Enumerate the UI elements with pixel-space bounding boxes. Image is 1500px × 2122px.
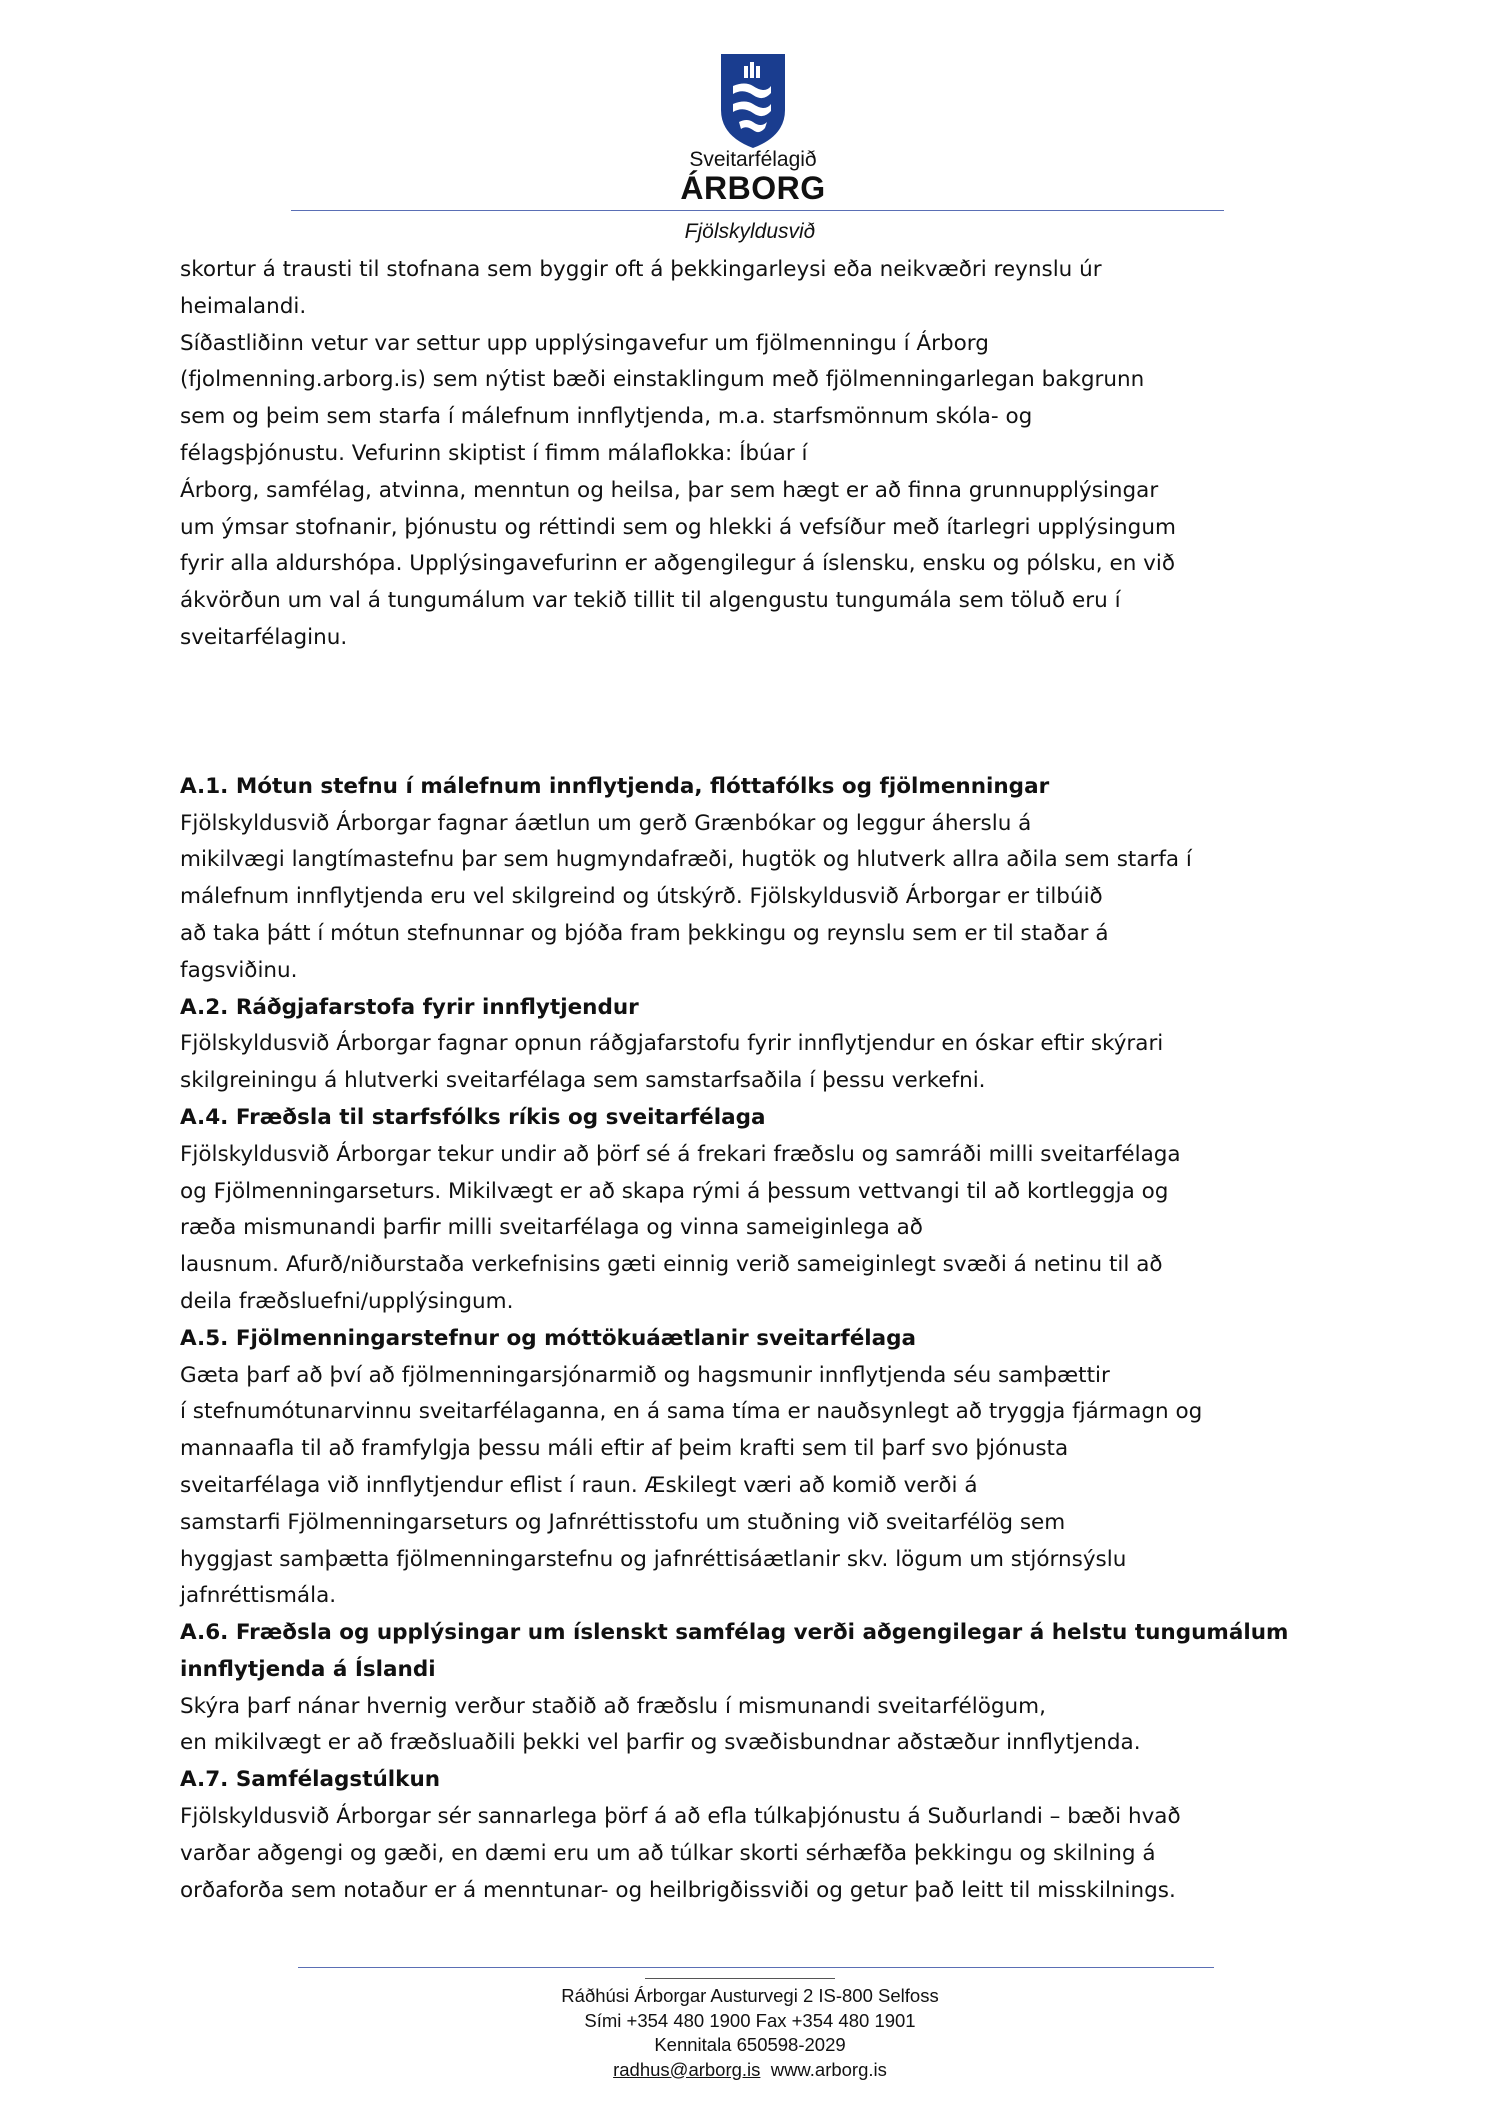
body-line: hyggjast samþætta fjölmenningarstefnu og jafnréttisáætlanir skv. lögum um stjórnsýslu: [180, 1546, 1127, 1572]
document-body: [180, 252, 1340, 1909]
body-line: mikilvægi langtímastefnu þar sem hugmyndafræði, hugtök og hlutverk allra aðila sem starfa í: [180, 847, 1192, 873]
body-line: fagsviðinu.: [180, 957, 298, 983]
body-line: sem og þeim sem starfa í málefnum innflytjenda, m.a. starfsmönnum skóla- og: [180, 404, 1033, 430]
body-line: skortur á trausti til stofnana sem byggir oft á þekkingarleysi eða neikvæðri reynslu úr: [180, 257, 1102, 282]
section-heading-a6-cont: innflytjenda á Íslandi: [180, 1656, 436, 1682]
body-line: sveitarfélaginu.: [180, 624, 348, 650]
body-line: heimalandi.: [180, 293, 307, 319]
body-line: málefnum innflytjenda eru vel skilgreind og útskýrð. Fjölskyldusvið Árborgar er tilbúið: [180, 884, 1103, 910]
website-link[interactable]: www.arborg.is: [770, 2058, 887, 2080]
body-line: fyrir alla aldurshópa. Upplýsingavefurinn er aðgengilegur á íslensku, ensku og pólsku, en við: [180, 551, 1176, 577]
section-heading-a4: A.4. Fræðsla til starfsfólks ríkis og sveitarfélaga: [180, 1104, 766, 1130]
body-line: að taka þátt í mótun stefnunnar og bjóða fram þekkingu og reynslu sem er til staðar á: [180, 920, 1109, 946]
brand-place: ÁRBORG: [680, 170, 826, 206]
body-line: sveitarfélaga við innflytjendur eflist í raun. Æskilegt væri að komið verði á: [180, 1472, 978, 1498]
body-line: Fjölskyldusvið Árborgar sér sannarlega þörf á að efla túlkaþjónustu á Suðurlandi – bæði hvað: [180, 1804, 1181, 1830]
body-line: ákvörðun um val á tungumálum var tekið tillit til algengustu tungumála sem töluð eru í: [180, 588, 1121, 614]
email-link[interactable]: radhus@arborg.is: [613, 2058, 761, 2080]
body-line: varðar aðgengi og gæði, en dæmi eru um að túlkar skorti sérhæfða þekkingu og skilning á: [180, 1840, 1156, 1866]
section-heading-a2: A.2. Ráðgjafarstofa fyrir innflytjendur: [180, 994, 639, 1020]
body-line: Síðastliðinn vetur var settur upp upplýsingavefur um fjölmenningu í Árborg: [180, 330, 989, 356]
footer-kennitala: Kennitala 650598-2029: [654, 2034, 846, 2055]
footer-contact: [0, 2058, 1500, 2083]
section-gap: [180, 657, 1340, 769]
section-heading-a7: A.7. Samfélagstúlkun: [180, 1767, 441, 1793]
footer-address: Ráðhúsi Árborgar Austurvegi 2 IS-800 Selfoss: [561, 1985, 939, 2006]
body-line: og Fjölmenningarseturs. Mikilvægt er að skapa rými á þessum vettvangi til að kortleggja og: [180, 1178, 1169, 1204]
body-line: Gæta þarf að því að fjölmenningarsjónarmið og hagsmunir innflytjenda séu samþættir: [180, 1362, 1110, 1388]
body-line: lausnum. Afurð/niðurstaða verkefnisins gæti einnig verið sameiginlegt svæði á netinu til að: [180, 1252, 1163, 1278]
body-line: mannaafla til að framfylgja þessu máli eftir af þeim krafti sem til þarf svo þjónusta: [180, 1436, 1069, 1462]
header-divider: [291, 210, 1224, 211]
body-line: orðaforða sem notaður er á menntunar- og heilbrigðissviði og getur það leitt til misskilnings.: [180, 1877, 1176, 1903]
body-line: í stefnumótunarvinnu sveitarfélaganna, en á sama tíma er nauðsynlegt að tryggja fjármagn og: [180, 1399, 1203, 1425]
body-line: Árborg, samfélag, atvinna, menntun og heilsa, þar sem hægt er að finna grunnupplýsingar: [180, 477, 1159, 503]
section-heading-a5: A.5. Fjölmenningarstefnur og móttökuáætlanir sveitarfélaga: [180, 1325, 917, 1351]
body-line: ræða mismunandi þarfir milli sveitarfélaga og vinna sameiginlega að: [180, 1215, 923, 1241]
section-heading-a6: A.6. Fræðsla og upplýsingar um íslenskt samfélag verði aðgengilegar á helstu tungumálum: [180, 1620, 1289, 1646]
body-line: en mikilvægt er að fræðsluaðili þekki vel þarfir og svæðisbundnar aðstæður innflytjenda.: [180, 1730, 1141, 1756]
body-line: um ýmsar stofnanir, þjónustu og réttindi sem og hlekki á vefsíður með ítarlegri upplýsingum: [180, 514, 1176, 540]
body-line: Fjölskyldusvið Árborgar tekur undir að þörf sé á frekari fræðslu og samráði milli sveitarfélaga: [180, 1141, 1181, 1167]
body-line: deila fræðsluefni/upplýsingum.: [180, 1288, 514, 1314]
footer-short-rule: [645, 1978, 835, 1979]
body-line: skilgreiningu á hlutverki sveitarfélaga sem samstarfsaðila í þessu verkefni.: [180, 1068, 986, 1094]
body-line: Skýra þarf nánar hvernig verður staðið að fræðslu í mismunandi sveitarfélögum,: [180, 1693, 1046, 1719]
body-line: (fjolmenning.arborg.is) sem nýtist bæði einstaklingum með fjölmenningarlegan bakgrunn: [180, 367, 1145, 393]
arborg-shield-logo: [719, 52, 787, 150]
footer-phone: Sími +354 480 1900 Fax +354 480 1901: [584, 2009, 916, 2031]
body-line: jafnréttismála.: [180, 1583, 337, 1609]
department-title: Fjölskyldusvið: [684, 220, 816, 243]
body-line: félagsþjónustu. Vefurinn skiptist í fimm málaflokka: Íbúar í: [180, 440, 808, 466]
footer: [0, 1984, 1500, 2082]
section-heading-a1: A.1. Mótun stefnu í málefnum innflytjenda, flóttafólks og fjölmenningar: [180, 773, 1050, 799]
footer-divider: [298, 1967, 1214, 1968]
body-line: samstarfi Fjölmenningarseturs og Jafnréttisstofu um stuðning við sveitarfélög sem: [180, 1509, 1066, 1535]
body-line: Fjölskyldusvið Árborgar fagnar áætlun um gerð Grænbókar og leggur áherslu á: [180, 810, 1032, 836]
body-line: Fjölskyldusvið Árborgar fagnar opnun ráðgjafarstofu fyrir innflytjendur en óskar eftir skýrari: [180, 1031, 1164, 1057]
brand-name: Sveitarfélagið: [689, 148, 817, 171]
